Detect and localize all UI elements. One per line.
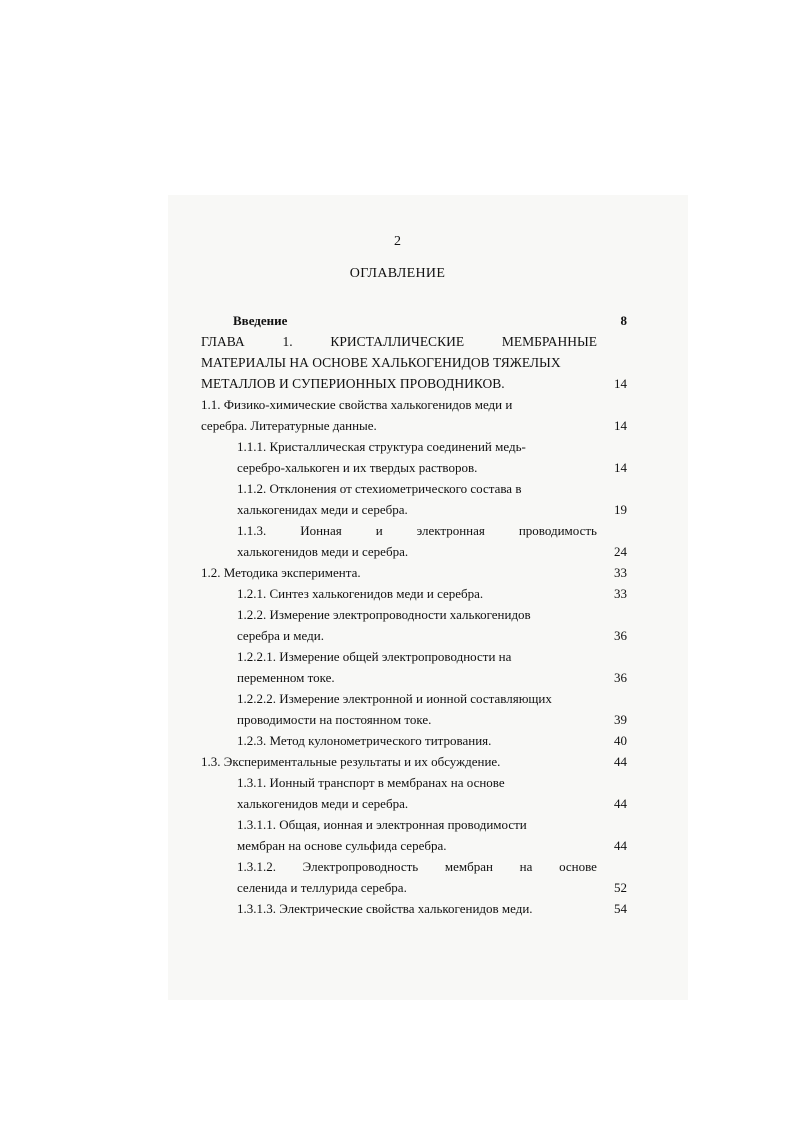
toc-entry-text-line1: 1.2.2. Измерение электропроводности халькогенидов xyxy=(237,607,531,622)
toc-page-number: 33 xyxy=(614,586,627,601)
toc-entry-text: 1.2.3. Метод кулонометрического титрования. xyxy=(237,733,492,748)
toc-entry-1-3-1[interactable] xyxy=(201,772,627,814)
toc-entry-text: 1.2.1. Синтез халькогенидов меди и серебра. xyxy=(237,586,484,601)
toc-entry-text-line2: МАТЕРИАЛЫ НА ОСНОВЕ ХАЛЬКОГЕНИДОВ ТЯЖЕЛЫХ xyxy=(201,355,561,370)
toc-entry-text-line1: 1.2.2.2. Измерение электронной и ионной составляющих xyxy=(237,691,552,706)
table-of-contents xyxy=(201,310,627,919)
toc-entry-1-2-1[interactable] xyxy=(201,583,627,604)
toc-page-number: 14 xyxy=(614,460,627,475)
toc-entry-text-line2: халькогенидах меди и серебра. xyxy=(237,502,408,517)
toc-entry-text-line2: халькогенидов меди и серебра. xyxy=(237,796,409,811)
toc-entry-1-2-2-1[interactable] xyxy=(201,646,627,688)
word: на xyxy=(519,859,533,874)
word: Ионная xyxy=(300,523,342,538)
word: основе xyxy=(559,859,597,874)
toc-entry-1-1[interactable] xyxy=(201,394,627,436)
toc-entry-text-line1: 1.1. Физико-химические свойства халькогенидов меди и xyxy=(201,397,513,412)
toc-page-number: 14 xyxy=(614,376,627,391)
toc-entry-text-line1: 1.1.1. Кристаллическая структура соединений медь- xyxy=(237,439,526,454)
word: ГЛАВА xyxy=(201,334,245,349)
toc-entry-text-line2: проводимости на постоянном токе. xyxy=(237,712,432,727)
word: Электропроводность xyxy=(302,859,419,874)
word: МЕМБРАННЫЕ xyxy=(501,334,597,349)
word: 1.1.3. xyxy=(237,523,267,538)
toc-page-number: 33 xyxy=(614,565,627,580)
word: 1. xyxy=(282,334,293,349)
toc-entry-text-line2: переменном токе. xyxy=(237,670,335,685)
toc-page-number: 40 xyxy=(614,733,627,748)
toc-entry-text-line2: халькогенидов меди и серебра. xyxy=(237,544,409,559)
page-number: 2 xyxy=(394,234,401,249)
toc-page-number: 52 xyxy=(614,880,627,895)
toc-entry-text-line2: мембран на основе сульфида серебра. xyxy=(237,838,447,853)
word: мембран xyxy=(444,859,493,874)
toc-entry-text-line2: серебра. Литературные данные. xyxy=(201,418,377,433)
toc-entry-text-line1: 1.3.1. Ионный транспорт в мембранах на основе xyxy=(237,775,505,790)
toc-entry-1-2-3[interactable] xyxy=(201,730,627,751)
toc-entry-text-line1 xyxy=(237,856,597,877)
toc-title: ОГЛАВЛЕНИЕ xyxy=(349,266,446,281)
word: электронная xyxy=(416,523,485,538)
toc-entry-text-line1 xyxy=(201,331,597,352)
toc-page-number: 8 xyxy=(620,313,627,328)
toc-entry-text: 1.3. Экспериментальные результаты и их обсуждение. xyxy=(201,754,501,769)
toc-entry-1-3-1-2[interactable] xyxy=(201,856,627,898)
toc-entry-text: Введение xyxy=(233,313,288,328)
toc-entry-text-line2: серебра и меди. xyxy=(237,628,324,643)
toc-page-number: 36 xyxy=(614,670,627,685)
toc-entry-1-2-2-2[interactable] xyxy=(201,688,627,730)
toc-page-number: 44 xyxy=(614,796,627,811)
toc-entry-1-2[interactable] xyxy=(201,562,627,583)
word: и xyxy=(375,523,383,538)
toc-entry-1-1-2[interactable] xyxy=(201,478,627,520)
word: проводимость xyxy=(518,523,597,538)
toc-entry-1-3-1-3[interactable] xyxy=(201,898,627,919)
word: КРИСТАЛЛИЧЕСКИЕ xyxy=(330,334,465,349)
toc-entry-chapter-1[interactable] xyxy=(201,331,627,394)
toc-entry-1-1-3[interactable] xyxy=(201,520,627,562)
toc-page-number: 54 xyxy=(614,901,627,916)
toc-entry-intro[interactable] xyxy=(201,310,627,331)
toc-page-number: 14 xyxy=(614,418,627,433)
toc-entry-1-2-2[interactable] xyxy=(201,604,627,646)
toc-entry-text-line2: серебро-халькоген и их твердых растворов. xyxy=(237,460,478,475)
toc-page-number: 24 xyxy=(614,544,627,559)
toc-entry-text-line3: МЕТАЛЛОВ И СУПЕРИОННЫХ ПРОВОДНИКОВ. xyxy=(201,376,505,391)
toc-entry-text-line1: 1.2.2.1. Измерение общей электропроводности на xyxy=(237,649,512,664)
toc-page-number: 44 xyxy=(614,838,627,853)
toc-page-number: 19 xyxy=(614,502,627,517)
toc-page-number: 39 xyxy=(614,712,627,727)
toc-entry-1-1-1[interactable] xyxy=(201,436,627,478)
toc-entry-text-line1: 1.3.1.1. Общая, ионная и электронная проводимости xyxy=(237,817,527,832)
toc-entry-text: 1.3.1.3. Электрические свойства халькогенидов меди. xyxy=(237,901,533,916)
word: 1.3.1.2. xyxy=(237,859,276,874)
toc-entry-1-3-1-1[interactable] xyxy=(201,814,627,856)
toc-entry-text-line1 xyxy=(237,520,597,541)
toc-entry-text: 1.2. Методика эксперимента. xyxy=(201,565,361,580)
toc-entry-text-line2: селенида и теллурида серебра. xyxy=(237,880,407,895)
toc-entry-1-3[interactable] xyxy=(201,751,627,772)
toc-page-number: 44 xyxy=(614,754,627,769)
toc-page-number: 36 xyxy=(614,628,627,643)
toc-entry-text-line1: 1.1.2. Отклонения от стехиометрического состава в xyxy=(237,481,522,496)
